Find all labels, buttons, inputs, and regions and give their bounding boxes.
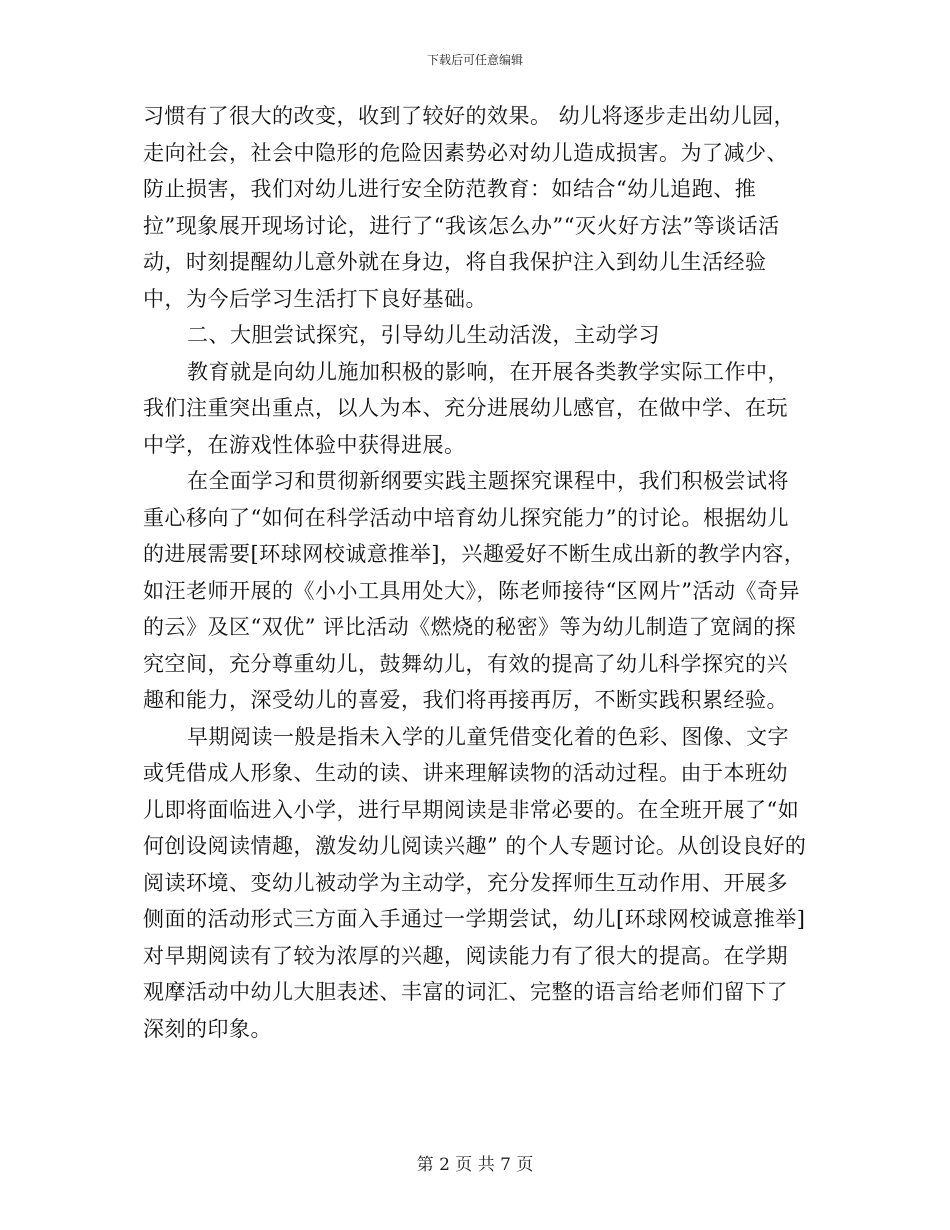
section-heading: 二、大胆尝试探究，引导幼儿生动活泼，主动学习 <box>187 323 660 347</box>
paragraph: 在全面学习和贯彻新纲要实践主题探究课程中，我们积极尝试将重心移向了“如何在科学活动中培育幼儿探究能力”的讨论。根据幼儿的进展需要[环球网校诚意推举]，兴趣爱好不断生成出新的教学内容，如汪老师开展的《小小工具用处大》，陈老师接待“区网片”活动《奇异的云》及区“双优” 评比活动《燃烧的秘密》等为幼儿制造了宽阔的探究空间，充分尊重幼儿，鼓舞幼儿，有效的提高了幼儿科学探究的兴趣和能力，深受幼儿的喜爱，我们将再接再厉，不断实践积累经验。 <box>143 469 806 712</box>
paragraph: 教育就是向幼儿施加积极的影响，在开展各类教学实际工作中，我们注重突出重点，以人为本、充分进展幼儿感官，在做中学、在玩中学，在游戏性体验中获得进展。 <box>143 359 789 457</box>
page-header-note: 下载后可任意编辑 <box>426 53 523 67</box>
paragraph: 早期阅读一般是指未入学的儿童凭借变化着的色彩、图像、文字或凭借成人形象、生动的读、讲来理解读物的活动过程。由于本班幼儿即将面临进入小学，进行早期阅读是非常必要的。在全班开展了“如何创设阅读情趣，激发幼儿阅读兴趣” 的个人专题讨论。从创设良好的阅读环境、变幼儿被动学为主动学，充分发挥师生互动作用、开展多侧面的活动形式三方面入手通过一学期尝试，幼儿[环球网校诚意推举]对早期阅读有了较为浓厚的兴趣，阅读能力有了很大的提高。在学期观摩活动中幼儿大胆表述、丰富的词汇、完整的语言给老师们留下了深刻的印象。 <box>143 724 807 1041</box>
document-body <box>143 98 807 1047</box>
paragraph-continuation: 习惯有了很大的改变，收到了较好的效果。 幼儿将逐步走出幼儿园，走向社会，社会中隐形的危险因素势必对幼儿造成损害。为了减少、防止损害，我们对幼儿进行安全防范教育：如结合“幼儿追跑、推拉”现象展开现场讨论，进行了“我该怎么办”“灭火好方法”等谈话活动，时刻提醒幼儿意外就在身边，将自我保护注入到幼儿生活经验中，为今后学习生活打下良好基础。 <box>143 104 796 311</box>
page-number: 第 2 页 共 7 页 <box>416 1155 534 1175</box>
